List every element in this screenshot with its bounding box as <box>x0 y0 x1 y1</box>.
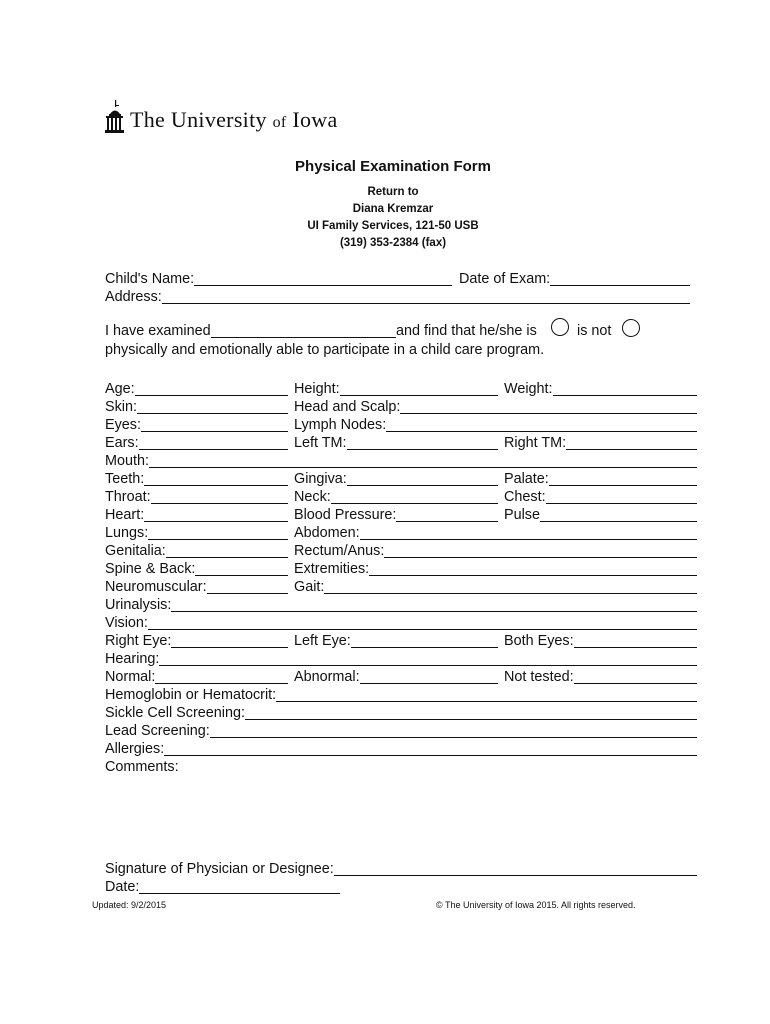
field-label: Skin: <box>105 399 137 415</box>
not-tested-field[interactable] <box>504 668 697 686</box>
neck-field[interactable] <box>294 488 498 506</box>
gait-field[interactable] <box>294 578 697 596</box>
throat-field[interactable] <box>105 488 288 506</box>
field-label: Gait: <box>294 579 325 595</box>
rectum-anus-field[interactable] <box>294 542 697 560</box>
abdomen-field[interactable] <box>294 524 697 542</box>
field-label: Blood Pressure: <box>294 507 397 523</box>
form-row <box>105 860 698 878</box>
examined-name-field[interactable] <box>105 322 396 340</box>
childs-name-field[interactable] <box>105 270 452 288</box>
field-label: Genitalia: <box>105 543 166 559</box>
field-label: Lead Screening: <box>105 723 210 739</box>
field-label: Palate: <box>504 471 549 487</box>
field-label: Not tested: <box>504 669 574 685</box>
field-label: Sickle Cell Screening: <box>105 705 245 721</box>
form-title: Physical Examination Form <box>295 158 491 175</box>
comments-label[interactable] <box>105 758 697 776</box>
field-label: Head and Scalp: <box>294 399 401 415</box>
lungs-field[interactable] <box>105 524 288 542</box>
blood-pressure-field[interactable] <box>294 506 498 524</box>
field-label: Hearing: <box>105 651 160 667</box>
university-logo <box>104 98 338 134</box>
return-line: UI Family Services, 121-50 USB <box>307 220 479 232</box>
field-label: Abdomen: <box>294 525 360 541</box>
field-label: I have examined <box>105 323 211 339</box>
return-line: Return to <box>367 186 419 198</box>
normal-field[interactable] <box>105 668 288 686</box>
spine-back-field[interactable] <box>105 560 288 578</box>
field-label: Signature of Physician or Designee: <box>105 861 334 877</box>
palate-field[interactable] <box>504 470 697 488</box>
form-row <box>105 398 698 416</box>
heart-field[interactable] <box>105 506 288 524</box>
lymph-nodes-field[interactable] <box>294 416 697 434</box>
form-row <box>105 758 698 776</box>
form-row <box>105 341 698 359</box>
old-capitol-icon <box>104 100 124 134</box>
field-label: Mouth: <box>105 453 149 469</box>
field-label: Vision: <box>105 615 148 631</box>
form-row <box>105 288 698 306</box>
form-row <box>105 632 698 650</box>
form-row <box>105 380 698 398</box>
updated-date: Updated: 9/2/2015 <box>92 900 167 910</box>
date-field[interactable] <box>105 878 340 896</box>
both-eyes-field[interactable] <box>504 632 697 650</box>
height-field[interactable] <box>294 380 498 398</box>
field-label: Neck: <box>294 489 331 505</box>
age-field[interactable] <box>105 380 288 398</box>
form-row <box>105 560 698 578</box>
form-row <box>105 740 698 758</box>
weight-field[interactable] <box>504 380 697 398</box>
address-field[interactable] <box>105 288 690 306</box>
field-label: Allergies: <box>105 741 165 757</box>
field-label: Right Eye: <box>105 633 172 649</box>
extremities-field[interactable] <box>294 560 697 578</box>
neuromuscular-field[interactable] <box>105 578 288 596</box>
field-label: Date of Exam: <box>459 271 551 287</box>
field-label: Right TM: <box>504 435 567 451</box>
field-label: Urinalysis: <box>105 597 172 613</box>
field-label: Throat: <box>105 489 151 505</box>
hemoglobin-field[interactable] <box>105 686 697 704</box>
signature-field[interactable] <box>105 860 697 878</box>
field-label: Lymph Nodes: <box>294 417 387 433</box>
gingiva-field[interactable] <box>294 470 498 488</box>
copyright: © The University of Iowa 2015. All rights reserved. <box>436 900 636 910</box>
logo-wordmark: The University of Iowa <box>130 107 338 132</box>
field-label: Spine & Back: <box>105 561 196 577</box>
field-label: Lungs: <box>105 525 149 541</box>
field-label: Neuromuscular: <box>105 579 207 595</box>
field-label: Ears: <box>105 435 139 451</box>
form-row <box>105 506 698 524</box>
mouth-field[interactable] <box>105 452 697 470</box>
form-row <box>105 416 698 434</box>
allergies-field[interactable] <box>105 740 697 758</box>
right-tm-field[interactable] <box>504 434 697 452</box>
ears-field[interactable] <box>105 434 288 452</box>
form-row <box>105 434 698 452</box>
field-label: Age: <box>105 381 135 397</box>
hearing-field[interactable] <box>105 650 697 668</box>
field-label: Heart: <box>105 507 145 523</box>
form-row <box>105 452 698 470</box>
abnormal-field[interactable] <box>294 668 498 686</box>
field-label: Height: <box>294 381 340 397</box>
field-label: Teeth: <box>105 471 145 487</box>
date-of-exam-field[interactable] <box>459 270 690 288</box>
form-row <box>105 470 698 488</box>
field-label: Extremities: <box>294 561 370 577</box>
form-row <box>105 542 698 560</box>
field-label: Rectum/Anus: <box>294 543 385 559</box>
skin-field[interactable] <box>105 398 288 416</box>
lead-screening-field[interactable] <box>105 722 697 740</box>
field-label: Eyes: <box>105 417 141 433</box>
teeth-field[interactable] <box>105 470 288 488</box>
is-not-text: is not <box>577 323 612 339</box>
form-row <box>105 322 698 340</box>
urinalysis-field[interactable] <box>105 596 697 614</box>
form-row <box>105 488 698 506</box>
form-row <box>105 596 698 614</box>
left-eye-field[interactable] <box>294 632 498 650</box>
pulse-field[interactable] <box>504 506 697 524</box>
form-row <box>105 686 698 704</box>
is-radio[interactable] <box>551 318 569 336</box>
form-row <box>105 524 698 542</box>
form-row <box>105 578 698 596</box>
head-scalp-field[interactable] <box>294 398 697 416</box>
field-label: Both Eyes: <box>504 633 574 649</box>
field-label: Gingiva: <box>294 471 347 487</box>
form-row <box>105 270 698 288</box>
form-row <box>105 878 698 896</box>
form-row <box>105 650 698 668</box>
field-label: Comments: <box>105 759 179 775</box>
eyes-field[interactable] <box>105 416 288 434</box>
return-line: (319) 353-2384 (fax) <box>339 237 447 249</box>
form-row <box>105 704 698 722</box>
field-label: Weight: <box>504 381 553 397</box>
form-row <box>105 722 698 740</box>
field-label: Hemoglobin or Hematocrit: <box>105 687 277 703</box>
right-eye-field[interactable] <box>105 632 288 650</box>
field-label: Left TM: <box>294 435 347 451</box>
genitalia-field[interactable] <box>105 542 288 560</box>
field-label: Child's Name: <box>105 271 195 287</box>
field-label: Date: <box>105 879 140 895</box>
form-row <box>105 668 698 686</box>
is-not-radio[interactable] <box>622 319 640 337</box>
return-line: Diana Kremzar <box>352 203 434 215</box>
sickle-cell-field[interactable] <box>105 704 697 722</box>
field-label: Normal: <box>105 669 156 685</box>
vision-field[interactable] <box>105 614 697 632</box>
field-label: Pulse <box>504 507 540 523</box>
able-statement: physically and emotionally able to participate in a child care program. <box>105 342 545 358</box>
field-label: Chest: <box>504 489 546 505</box>
left-tm-field[interactable] <box>294 434 498 452</box>
chest-field[interactable] <box>504 488 697 506</box>
field-label: Abnormal: <box>294 669 360 685</box>
and-find-text: and find that he/she is <box>396 323 537 339</box>
field-label: Address: <box>105 289 162 305</box>
field-label: Left Eye: <box>294 633 351 649</box>
form-row <box>105 614 698 632</box>
